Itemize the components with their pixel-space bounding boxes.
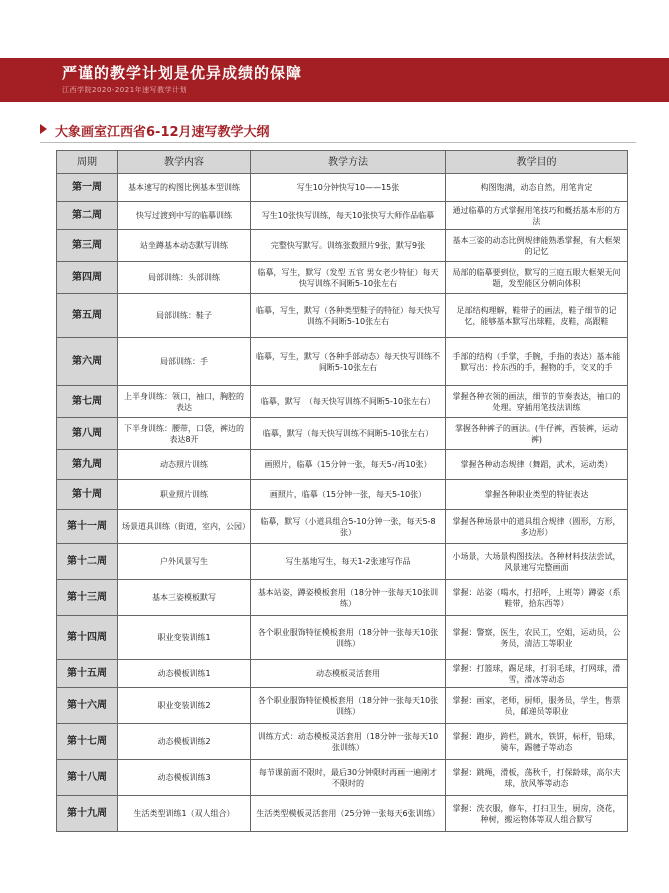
goal-cell: 掌握：洗衣服，修车，打扫卫生，厨房，浇花，种树，搬运物体等双人组合默写 — [446, 796, 628, 832]
content-cell: 动态模板训练1 — [118, 660, 251, 688]
table-row — [57, 796, 628, 832]
table-row — [57, 418, 628, 450]
table-row — [57, 202, 628, 230]
method-cell: 完整快写默写。训练张数照片9张，默写9张 — [251, 230, 446, 262]
table-row — [57, 174, 628, 202]
method-cell: 临摹，写生，默写（发型 五官 男女老少特征）每天快写训练不间断5-10张左右 — [251, 262, 446, 294]
content-cell: 动态照片训练 — [118, 450, 251, 480]
goal-cell: 掌握：警察，医生，农民工，空姐，运动员，公务员，清洁工等职业 — [446, 616, 628, 660]
week-cell: 第十四周 — [57, 616, 118, 660]
content-cell: 局部训练：鞋子 — [118, 294, 251, 338]
goal-cell: 足部结构理解，鞋带子的画法，鞋子细节的记忆，能够基本默写出球鞋，皮鞋，高跟鞋 — [446, 294, 628, 338]
week-cell: 第十三周 — [57, 580, 118, 616]
week-cell: 第十七周 — [57, 724, 118, 760]
section-heading — [0, 120, 669, 140]
goal-cell: 掌握各种裤子的画法。(牛仔裤，西装裤，运动裤) — [446, 418, 628, 450]
table-row — [57, 580, 628, 616]
content-cell: 下半身训练：腰带，口袋，裤边的表达8开 — [118, 418, 251, 450]
week-cell: 第五周 — [57, 294, 118, 338]
week-cell: 第十周 — [57, 480, 118, 510]
week-cell: 第八周 — [57, 418, 118, 450]
content-cell: 基本速写的构图比例基本型训练 — [118, 174, 251, 202]
table-row — [57, 616, 628, 660]
content-cell: 快写过渡到中写的临摹训练 — [118, 202, 251, 230]
table-row — [57, 386, 628, 418]
method-cell: 基本站姿，蹲姿模板套用（18分钟一张每天10张训练） — [251, 580, 446, 616]
method-cell: 写生10分钟快写10——15张 — [251, 174, 446, 202]
method-cell: 训练方式：动态模板灵活套用（18分钟一张每天10张训练） — [251, 724, 446, 760]
content-cell: 户外风景写生 — [118, 544, 251, 580]
week-cell: 第十一周 — [57, 510, 118, 544]
table-row — [57, 544, 628, 580]
week-cell: 第十六周 — [57, 688, 118, 724]
goal-cell: 掌握：跳绳，滑板，荡秋千，打保龄球，高尔夫球，放风筝等动态 — [446, 760, 628, 796]
goal-cell: 构图饱满，动态自然，用笔肯定 — [446, 174, 628, 202]
goal-cell: 手部的结构（手掌，手腕，手指的表达）基本能默写出：拎东西的手，握物的手，交叉的手 — [446, 338, 628, 386]
header-goal: 教学目的 — [446, 151, 628, 174]
method-cell: 画照片，临摹（15分钟一张，每天5-10张） — [251, 480, 446, 510]
table-row — [57, 480, 628, 510]
content-cell: 基本三姿模板默写 — [118, 580, 251, 616]
method-cell: 生活类型模板灵活套用（25分钟一张每天6张训练） — [251, 796, 446, 832]
content-cell: 职业变装训练2 — [118, 688, 251, 724]
week-cell: 第七周 — [57, 386, 118, 418]
content-cell: 动态模板训练3 — [118, 760, 251, 796]
header-week: 周期 — [57, 151, 118, 174]
week-cell: 第十二周 — [57, 544, 118, 580]
header-content: 教学内容 — [118, 151, 251, 174]
goal-cell: 掌握各种职业类型的特征表达 — [446, 480, 628, 510]
week-cell: 第四周 — [57, 262, 118, 294]
method-cell: 每节课前面不限时，最后30分钟限时再画一遍刚才不限时的 — [251, 760, 446, 796]
week-cell: 第十五周 — [57, 660, 118, 688]
method-cell: 临摹，写生，默写（各种手部动态）每天快写训练不间断5-10张左右 — [251, 338, 446, 386]
table-row — [57, 760, 628, 796]
content-cell: 生活类型训练1（双人组合） — [118, 796, 251, 832]
table-row — [57, 262, 628, 294]
week-cell: 第十九周 — [57, 796, 118, 832]
goal-cell: 掌握：跑步，跨栏，跳水，铁饼，标杆，铅球，骑车，踢毽子等动态 — [446, 724, 628, 760]
table-row — [57, 724, 628, 760]
method-cell: 临摹，默写（每天快写训练不间断5-10张左右） — [251, 418, 446, 450]
content-cell: 职业变装训练1 — [118, 616, 251, 660]
goal-cell: 小场景，大场景构图技法。各种材料技法尝试，风景速写完整画面 — [446, 544, 628, 580]
page-title: 严谨的教学计划是优异成绩的保障 — [62, 64, 303, 82]
week-cell: 第九周 — [57, 450, 118, 480]
goal-cell: 通过临摹的方式掌握用笔技巧和概括基本形的方法 — [446, 202, 628, 230]
method-cell: 临摹，默写（小道具组合5-10分钟一张，每天5-8张） — [251, 510, 446, 544]
goal-cell: 掌握各种场景中的道具组合规律（圆形，方形，多边形） — [446, 510, 628, 544]
table-row — [57, 688, 628, 724]
content-cell: 局部训练：手 — [118, 338, 251, 386]
header-method: 教学方法 — [251, 151, 446, 174]
divider — [40, 142, 636, 143]
page-subtitle: 江西学院2020-2021年速写教学计划 — [62, 86, 188, 94]
table-row — [57, 338, 628, 386]
table-row — [57, 510, 628, 544]
week-cell: 第一周 — [57, 174, 118, 202]
method-cell: 各个职业服饰特征模板套用（18分钟一张每天10张训练） — [251, 688, 446, 724]
goal-cell: 掌握：打篮球，踢足球，打羽毛球，打网球，滑雪，滑冰等动态 — [446, 660, 628, 688]
goal-cell: 掌握各种衣领的画法，细节的节奏表达，袖口的处理。穿插用笔技法训练 — [446, 386, 628, 418]
triangle-bullet-icon — [40, 124, 47, 134]
content-cell: 职业照片训练 — [118, 480, 251, 510]
content-cell: 站坐蹲基本动态默写训练 — [118, 230, 251, 262]
content-cell: 动态模板训练2 — [118, 724, 251, 760]
method-cell: 临摹，默写 （每天快写训练不间断5-10张左右） — [251, 386, 446, 418]
method-cell: 写生10张快写训练，每天10张快写大师作品临摹 — [251, 202, 446, 230]
week-cell: 第二周 — [57, 202, 118, 230]
table-row — [57, 450, 628, 480]
goal-cell: 掌握各种动态规律（舞蹈，武术，运动类） — [446, 450, 628, 480]
goal-cell: 局部的临摹要到位，默写的三庭五眼大框架无问题，发型能区分朝向体积 — [446, 262, 628, 294]
goal-cell: 掌握：站姿（喝水，打招呼，上班等）蹲姿（系鞋带，拾东西等） — [446, 580, 628, 616]
content-cell: 场景道具训练（街道，室内，公园） — [118, 510, 251, 544]
goal-cell: 掌握：画家，老师，厨师，服务员，学生，售票员，邮递员等职业 — [446, 688, 628, 724]
table-header-row — [57, 151, 628, 174]
method-cell: 各个职业服饰特征模板套用（18分钟一张每天10张训练） — [251, 616, 446, 660]
week-cell: 第六周 — [57, 338, 118, 386]
goal-cell: 基本三姿的动态比例规律能熟悉掌握，有大框架的记忆 — [446, 230, 628, 262]
content-cell: 局部训练：头部训练 — [118, 262, 251, 294]
content-cell: 上半身训练：领口，袖口，胸腔的表达 — [118, 386, 251, 418]
syllabus-table — [56, 150, 628, 832]
title-banner — [0, 58, 669, 102]
method-cell: 写生基地写生，每天1-2张速写作品 — [251, 544, 446, 580]
table-row — [57, 660, 628, 688]
week-cell: 第十八周 — [57, 760, 118, 796]
table-row — [57, 230, 628, 262]
method-cell: 画照片，临摹（15分钟一张，每天5-/再10张） — [251, 450, 446, 480]
method-cell: 动态模板灵活套用 — [251, 660, 446, 688]
week-cell: 第三周 — [57, 230, 118, 262]
table-row — [57, 294, 628, 338]
section-title: 大象画室江西省6-12月速写教学大纲 — [55, 125, 270, 140]
method-cell: 临摹，写生，默写（各种类型鞋子的特征）每天快写训练不间断5-10张左右 — [251, 294, 446, 338]
